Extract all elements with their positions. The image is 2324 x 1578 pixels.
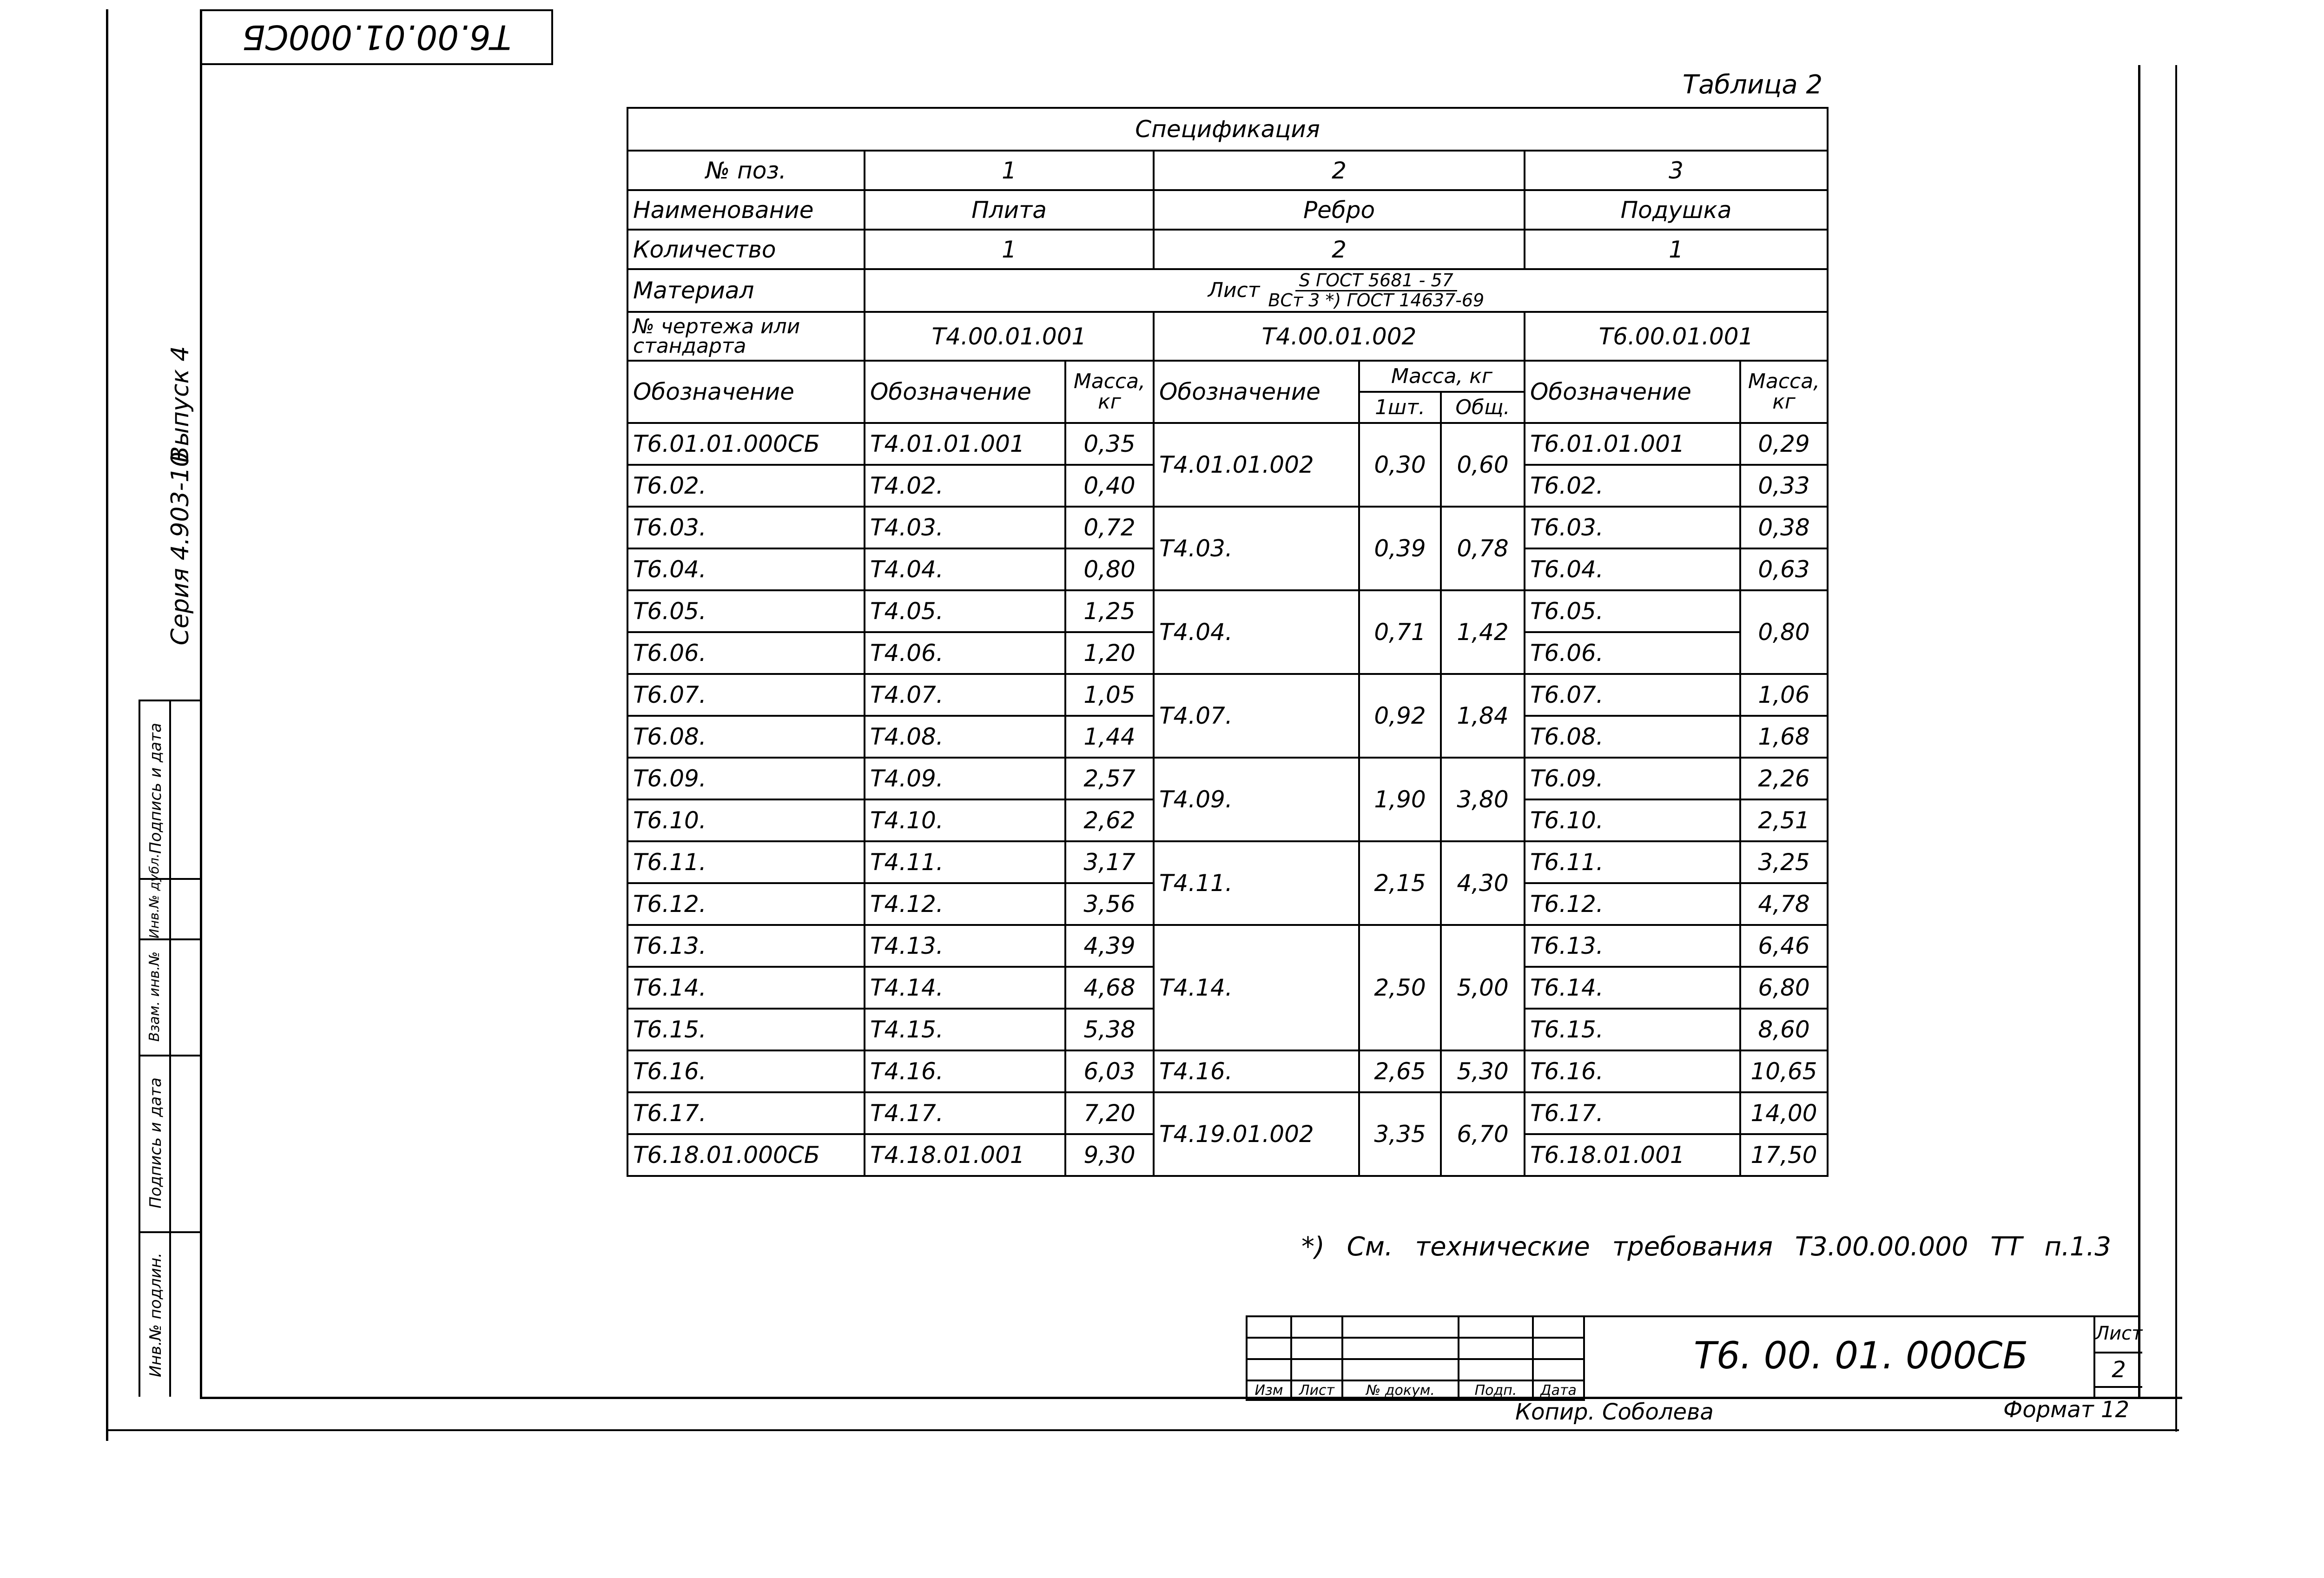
row-pad-mass: 0,63 — [1740, 548, 1828, 590]
rebro-total: 5,00 — [1441, 925, 1525, 1050]
rebro-total: 4,30 — [1441, 841, 1525, 925]
row-plate-part: Т4.04. — [865, 548, 1065, 590]
row-pad-mass: 0,33 — [1740, 465, 1828, 507]
row-plate-part: Т4.03. — [865, 507, 1065, 548]
row-pad-part: Т6.12. — [1525, 883, 1740, 925]
rebro-part: Т4.01.01.002 — [1154, 423, 1359, 507]
row-designation: Т6.06. — [627, 632, 865, 674]
row-pad-mass: 0,29 — [1740, 423, 1828, 465]
name-3: Подушка — [1525, 190, 1828, 230]
pos-label: № поз. — [627, 151, 865, 190]
rebro-part: Т4.16. — [1154, 1050, 1359, 1092]
row-plate-mass: 3,56 — [1065, 883, 1154, 925]
material-top: S ГОСТ 5681 - 57 — [1295, 271, 1457, 291]
frame-right-line — [2138, 65, 2140, 1399]
qty-2: 2 — [1154, 230, 1525, 269]
row-pad-part: Т6.05. — [1525, 590, 1740, 632]
row-designation: Т6.17. — [627, 1092, 865, 1134]
rebro-total: 0,78 — [1441, 507, 1525, 590]
row-pad-mass: 4,78 — [1740, 883, 1828, 925]
row-plate-part: Т4.08. — [865, 716, 1065, 758]
row-pad-part: Т6.14. — [1525, 967, 1740, 1009]
drawing-label: № чертежа или стандарта — [627, 312, 865, 361]
row-pad-part: Т6.10. — [1525, 799, 1740, 841]
rebro-mass: 0,39 — [1359, 507, 1441, 590]
mass-one-head: 1шт. — [1359, 392, 1441, 423]
row-designation: Т6.15. — [627, 1009, 865, 1050]
row-pad-mass: 3,25 — [1740, 841, 1828, 883]
row-designation: Т6.11. — [627, 841, 865, 883]
row-pad-mass: 10,65 — [1740, 1050, 1828, 1092]
material-cell — [865, 269, 1828, 312]
row-pad-mass: 17,50 — [1740, 1134, 1828, 1176]
row-pad-mass: 14,00 — [1740, 1092, 1828, 1134]
rebro-part: Т4.19.01.002 — [1154, 1092, 1359, 1176]
rebro-mass: 0,92 — [1359, 674, 1441, 758]
row-plate-mass: 2,57 — [1065, 758, 1154, 799]
stamp-code: Т6. 00. 01. 000СБ — [1694, 1334, 2028, 1377]
row-plate-part: Т4.14. — [865, 967, 1065, 1009]
row-plate-mass: 0,72 — [1065, 507, 1154, 548]
row-plate-mass: 4,68 — [1065, 967, 1154, 1009]
rebro-part: Т4.11. — [1154, 841, 1359, 925]
row-designation: Т6.18.01.000СБ — [627, 1134, 865, 1176]
designation-head-1: Обозначение — [865, 361, 1065, 423]
material-bottom: ВСт 3 *) ГОСТ 14637-69 — [1268, 290, 1485, 310]
row-plate-mass: 1,25 — [1065, 590, 1154, 632]
designation-head-2: Обозначение — [1154, 361, 1359, 423]
top-code-box — [200, 9, 553, 65]
left-label-4: Инв.№ дубл. — [146, 853, 162, 938]
row-plate-mass: 4,39 — [1065, 925, 1154, 967]
rebro-mass: 3,35 — [1359, 1092, 1441, 1176]
footnote: *) См. технические требования Т3.00.00.000 ТТ п.1.3 — [1301, 1232, 2111, 1262]
rebro-mass: 0,30 — [1359, 423, 1441, 507]
mass-head-3: Масса, кг — [1740, 361, 1828, 423]
row-designation: Т6.09. — [627, 758, 865, 799]
row-pad-part: Т6.13. — [1525, 925, 1740, 967]
pos-3: 3 — [1525, 151, 1828, 190]
row-designation: Т6.10. — [627, 799, 865, 841]
outer-left-line — [106, 9, 108, 1441]
outer-right-line — [2175, 65, 2177, 1432]
left-label-2: Подпись и дата — [146, 1077, 165, 1208]
issue-label: Выпуск 4 — [166, 346, 194, 463]
row-pad-part: Т6.02. — [1525, 465, 1740, 507]
spec-table — [627, 107, 1829, 1177]
row-plate-part: Т4.05. — [865, 590, 1065, 632]
mass-head-2: Масса, кг — [1359, 361, 1525, 392]
left-label-3: Взам. инв.№ — [146, 951, 163, 1042]
row-plate-mass: 5,38 — [1065, 1009, 1154, 1050]
rebro-part: Т4.03. — [1154, 507, 1359, 590]
row-designation: Т6.04. — [627, 548, 865, 590]
row-designation: Т6.02. — [627, 465, 865, 507]
stamp-col-1: Изм — [1247, 1380, 1291, 1400]
designation-head-3: Обозначение — [1525, 361, 1740, 423]
row-plate-part: Т4.06. — [865, 632, 1065, 674]
row-plate-mass: 7,20 — [1065, 1092, 1154, 1134]
qty-label: Количество — [627, 230, 865, 269]
outer-bottom-line — [106, 1429, 2179, 1431]
series-label: Серия 4.903-10 — [166, 451, 194, 646]
sheet-number: 2 — [2095, 1354, 2142, 1388]
row-designation: Т6.03. — [627, 507, 865, 548]
row-plate-part: Т4.18.01.001 — [865, 1134, 1065, 1176]
stamp-col-5: Дата — [1533, 1380, 1584, 1400]
row-plate-part: Т4.13. — [865, 925, 1065, 967]
row-pad-part: Т6.03. — [1525, 507, 1740, 548]
row-pad-part: Т6.15. — [1525, 1009, 1740, 1050]
row-designation: Т6.14. — [627, 967, 865, 1009]
row-plate-mass: 1,20 — [1065, 632, 1154, 674]
row-designation: Т6.07. — [627, 674, 865, 716]
sheet-label: Лист — [2095, 1315, 2142, 1354]
designation-head: Обозначение — [627, 361, 865, 423]
drawing-2: Т4.00.01.002 — [1154, 312, 1525, 361]
row-designation: Т6.16. — [627, 1050, 865, 1092]
mass-total-head: Общ. — [1441, 392, 1525, 423]
title-block — [1246, 1315, 2143, 1399]
row-designation: Т6.13. — [627, 925, 865, 967]
row-designation: Т6.01.01.000СБ — [627, 423, 865, 465]
row-plate-part: Т4.17. — [865, 1092, 1065, 1134]
name-1: Плита — [865, 190, 1154, 230]
row-pad-mass: 1,06 — [1740, 674, 1828, 716]
row-pad-part: Т6.01.01.001 — [1525, 423, 1740, 465]
format-label: Формат 12 — [2003, 1397, 2130, 1423]
name-label: Наименование — [627, 190, 865, 230]
row-plate-mass: 9,30 — [1065, 1134, 1154, 1176]
rebro-part: Т4.04. — [1154, 590, 1359, 674]
left-label-1: Инв.№ подлин. — [146, 1252, 165, 1378]
material-sheet: Лист — [1208, 278, 1260, 302]
row-plate-part: Т4.16. — [865, 1050, 1065, 1092]
row-plate-mass: 1,05 — [1065, 674, 1154, 716]
row-designation: Т6.05. — [627, 590, 865, 632]
row-designation: Т6.12. — [627, 883, 865, 925]
rebro-total: 1,84 — [1441, 674, 1525, 758]
rebro-mass: 0,71 — [1359, 590, 1441, 674]
row-plate-mass: 3,17 — [1065, 841, 1154, 883]
rebro-total: 6,70 — [1441, 1092, 1525, 1176]
row-designation: Т6.08. — [627, 716, 865, 758]
row-pad-mass: 8,60 — [1740, 1009, 1828, 1050]
left-label-5: Подпись и дата — [146, 723, 165, 854]
drawing-1: Т4.00.01.001 — [865, 312, 1154, 361]
rebro-mass: 2,15 — [1359, 841, 1441, 925]
top-code: Т6.00.01.000СБ — [242, 18, 511, 57]
rebro-mass: 2,65 — [1359, 1050, 1441, 1092]
row-pad-part: Т6.17. — [1525, 1092, 1740, 1134]
row-pad-part: Т6.07. — [1525, 674, 1740, 716]
row-plate-mass: 0,80 — [1065, 548, 1154, 590]
row-plate-mass: 0,40 — [1065, 465, 1154, 507]
row-plate-mass: 1,44 — [1065, 716, 1154, 758]
row-plate-mass: 2,62 — [1065, 799, 1154, 841]
row-pad-part: Т6.08. — [1525, 716, 1740, 758]
stamp-col-3: № докум. — [1342, 1380, 1459, 1400]
rebro-part: Т4.14. — [1154, 925, 1359, 1050]
rebro-total: 3,80 — [1441, 758, 1525, 841]
row-pad-mass: 6,46 — [1740, 925, 1828, 967]
row-pad-mass: 2,51 — [1740, 799, 1828, 841]
row-plate-part: Т4.12. — [865, 883, 1065, 925]
pos-1: 1 — [865, 151, 1154, 190]
stamp-col-2: Лист — [1291, 1380, 1342, 1400]
pad-mass-merged: 0,80 — [1740, 590, 1828, 674]
row-plate-part: Т4.10. — [865, 799, 1065, 841]
name-2: Ребро — [1154, 190, 1525, 230]
row-pad-part: Т6.18.01.001 — [1525, 1134, 1740, 1176]
stamp-col-4: Подп. — [1459, 1380, 1533, 1400]
mass-head-1: Масса, кг — [1065, 361, 1154, 423]
table-title: Спецификация — [627, 108, 1828, 151]
row-pad-part: Т6.11. — [1525, 841, 1740, 883]
material-label: Материал — [627, 269, 865, 312]
drawing-3: Т6.00.01.001 — [1525, 312, 1828, 361]
rebro-total: 1,42 — [1441, 590, 1525, 674]
row-pad-part: Т6.16. — [1525, 1050, 1740, 1092]
row-pad-part: Т6.09. — [1525, 758, 1740, 799]
row-pad-part: Т6.04. — [1525, 548, 1740, 590]
row-pad-mass: 0,38 — [1740, 507, 1828, 548]
rebro-mass: 1,90 — [1359, 758, 1441, 841]
rebro-total: 5,30 — [1441, 1050, 1525, 1092]
row-plate-mass: 0,35 — [1065, 423, 1154, 465]
qty-3: 1 — [1525, 230, 1828, 269]
table-label: Таблица 2 — [1683, 70, 1823, 100]
row-plate-mass: 6,03 — [1065, 1050, 1154, 1092]
row-pad-mass: 2,26 — [1740, 758, 1828, 799]
rebro-mass: 2,50 — [1359, 925, 1441, 1050]
left-strip — [139, 700, 200, 1397]
row-plate-part: Т4.02. — [865, 465, 1065, 507]
rebro-total: 0,60 — [1441, 423, 1525, 507]
row-plate-part: Т4.11. — [865, 841, 1065, 883]
pos-2: 2 — [1154, 151, 1525, 190]
row-plate-part: Т4.09. — [865, 758, 1065, 799]
row-pad-mass: 1,68 — [1740, 716, 1828, 758]
row-pad-mass: 6,80 — [1740, 967, 1828, 1009]
copy-by: Копир. Соболева — [1515, 1399, 1714, 1425]
rebro-part: Т4.07. — [1154, 674, 1359, 758]
sheet-box — [2093, 1315, 2142, 1399]
row-plate-part: Т4.07. — [865, 674, 1065, 716]
row-plate-part: Т4.01.01.001 — [865, 423, 1065, 465]
frame-left-line — [200, 9, 202, 1399]
row-pad-part: Т6.06. — [1525, 632, 1740, 674]
row-plate-part: Т4.15. — [865, 1009, 1065, 1050]
qty-1: 1 — [865, 230, 1154, 269]
rebro-part: Т4.09. — [1154, 758, 1359, 841]
